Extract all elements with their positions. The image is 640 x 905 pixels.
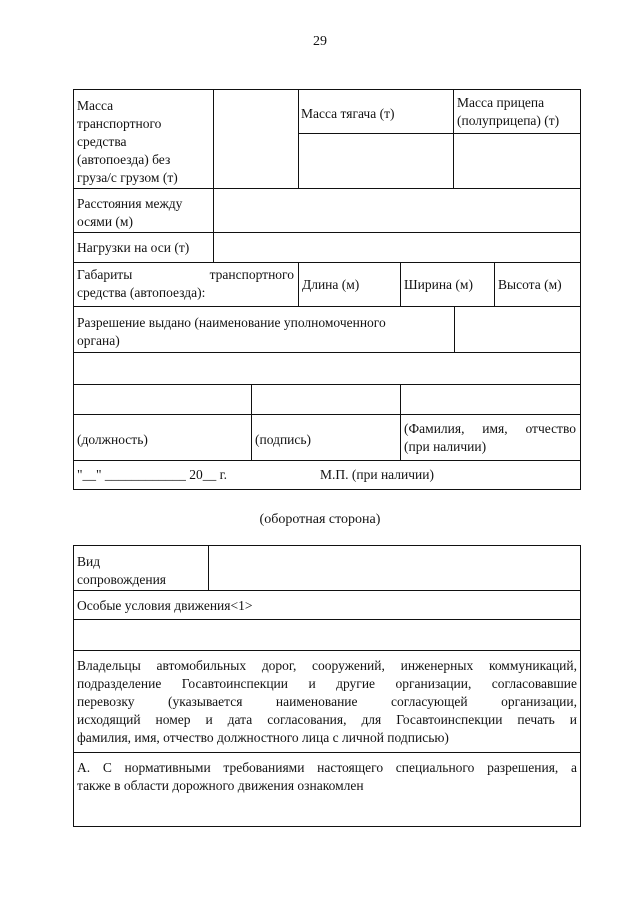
- escort-type-label: Вид: [77, 554, 101, 569]
- position-label: (должность): [77, 432, 148, 447]
- trailer-mass-label: (полуприцепа) (т): [457, 113, 560, 128]
- row-line: [73, 826, 581, 827]
- row-line: [73, 384, 581, 385]
- col-line: [400, 262, 401, 306]
- acknowledgement-text-line: также в области дорожного движения ознакомлен: [77, 778, 364, 793]
- row-line: [73, 619, 581, 620]
- axle-distance-label: Расстояния между: [77, 196, 183, 211]
- dimensions-label: средства (автопоезда):: [77, 285, 206, 300]
- col-line: [298, 262, 299, 306]
- col-line: [213, 89, 214, 262]
- issued-by-label: Разрешение выдано (наименование уполномоченного: [77, 315, 386, 330]
- reverse-side-caption: (оборотная сторона): [259, 512, 381, 527]
- width-label: Ширина (м): [404, 277, 473, 292]
- mass-label-line: транспортного: [77, 116, 162, 131]
- page-number: 29: [313, 34, 327, 49]
- mass-label-line: груза/с грузом (т): [77, 170, 178, 185]
- row-line: [73, 650, 581, 651]
- length-label: Длина (м): [302, 277, 360, 292]
- tractor-mass-label: Масса тягача (т): [301, 106, 395, 121]
- height-label: Высота (м): [498, 277, 562, 292]
- table-border-left: [73, 545, 74, 827]
- col-line: [454, 306, 455, 352]
- issued-by-label: органа): [77, 333, 120, 348]
- approvals-text-line: подразделение Госавтоинспекции и другие организации, согласовавшие: [77, 676, 577, 691]
- trailer-mass-label: Масса прицепа: [457, 95, 545, 110]
- col-line: [400, 384, 401, 460]
- table-border-right: [580, 545, 581, 827]
- row-line: [73, 460, 581, 461]
- row-line: [73, 352, 581, 353]
- mass-label-line: средства: [77, 134, 127, 149]
- row-line: [73, 590, 581, 591]
- row-line: [298, 133, 580, 134]
- row-line: [73, 262, 581, 263]
- col-line: [494, 262, 495, 306]
- row-line: [73, 489, 581, 490]
- mass-label-line: (автопоезда) без: [77, 152, 171, 167]
- col-line: [453, 89, 454, 188]
- date-field: "__" ____________ 20__ г.: [77, 467, 228, 482]
- acknowledgement-text-line: А. С нормативными требованиями настоящего специального разрешения, а: [77, 760, 577, 775]
- row-line: [73, 306, 581, 307]
- stamp-label: М.П. (при наличии): [320, 467, 434, 482]
- row-line: [73, 752, 581, 753]
- approvals-text-line: Владельцы автомобильных дорог, сооружений, инженерных коммуникаций,: [77, 658, 577, 673]
- row-line: [73, 414, 581, 415]
- col-line: [208, 545, 209, 590]
- fio-label: (Фамилия, имя, отчество: [404, 421, 576, 436]
- table-border-top: [73, 89, 581, 90]
- special-conditions-label: Особые условия движения<1>: [77, 598, 253, 613]
- escort-type-label: сопровождения: [77, 572, 167, 587]
- axle-distance-label: осями (м): [77, 214, 133, 229]
- approvals-text-line: фамилия, имя, отчество должностного лица с личной подписью): [77, 730, 449, 745]
- table-border-top: [73, 545, 581, 546]
- approvals-text-line: перевозку (указывается наименование согласующей организации,: [77, 694, 577, 709]
- dimensions-label: Габариты транспортного: [77, 267, 294, 282]
- col-line: [298, 89, 299, 188]
- fio-label: (при наличии): [404, 439, 487, 454]
- row-line: [73, 188, 581, 189]
- table-border-left: [73, 89, 74, 490]
- signature-label: (подпись): [255, 432, 312, 447]
- table-border-right: [580, 89, 581, 490]
- col-line: [251, 384, 252, 460]
- axle-load-label: Нагрузки на оси (т): [77, 240, 190, 255]
- row-line: [73, 232, 581, 233]
- mass-label-line: Масса: [77, 98, 114, 113]
- approvals-text-line: исходящий номер и дата согласования, для Госавтоинспекции печать и: [77, 712, 577, 727]
